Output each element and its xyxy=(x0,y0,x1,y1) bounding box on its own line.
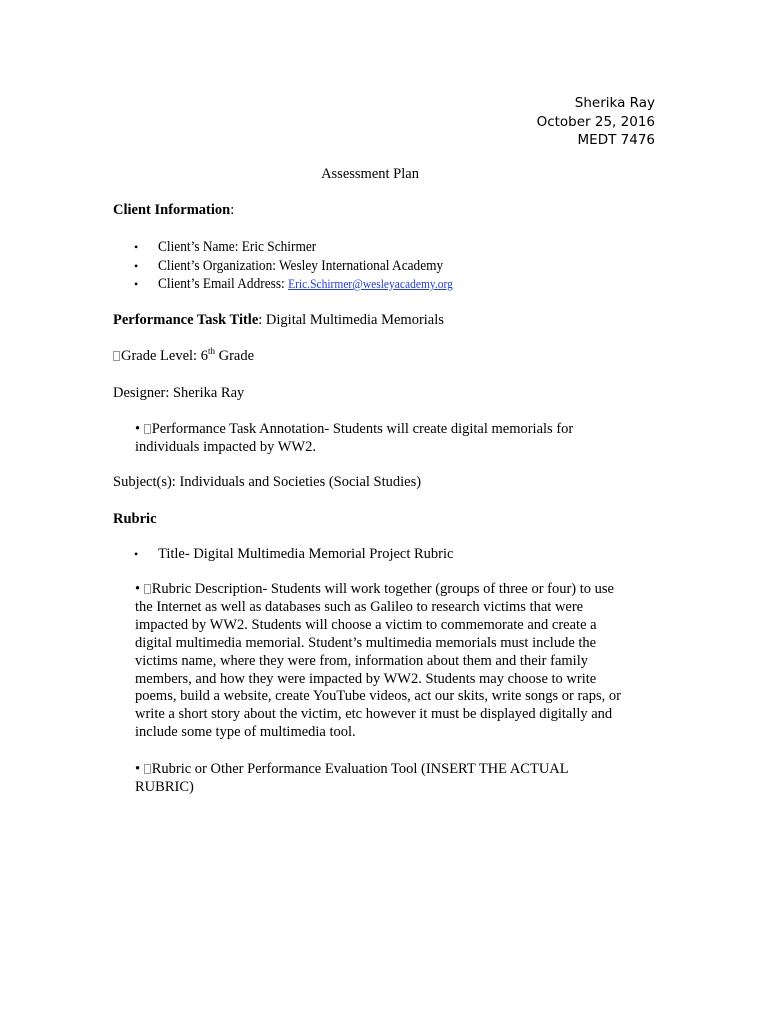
performance-task-title-value: : Digital Multimedia Memorials xyxy=(258,312,444,328)
author-name: Sherika Ray xyxy=(574,95,655,111)
client-email-label: Client’s Email Address: xyxy=(158,276,289,292)
rubric-description xyxy=(135,581,621,742)
bullet-icon: • xyxy=(134,258,139,273)
checkbox-placeholder-icon xyxy=(144,584,151,594)
document-date: October 25, 2016 xyxy=(536,113,655,130)
list-item xyxy=(134,545,454,564)
task-annotation xyxy=(135,420,615,456)
bullet-icon: • xyxy=(135,761,141,777)
rubric-list xyxy=(134,545,454,564)
evaluation-tool xyxy=(135,760,605,796)
rubric-description-text: Rubric Description- Students will work together (groups of three or four) to use the Internet as well as databases such as Galileo to research victims that were impacted by WW2. Students will choose a victim to commemorate and create a digital multimedia memorial. Student’s multimedia memorials must include the victims name, where they were from, information about them and their family members, and how they were impacted by WW2. Students may choose to write poems, build a website, create YouTube videos, act our skits, write songs or raps, or write a short story about the victim, etc however it must be displayed digitally and include some type of multimedia tool. xyxy=(135,581,621,741)
checkbox-placeholder-icon xyxy=(144,424,151,434)
task-annotation-text: Performance Task Annotation- Students will create digital memorials for individuals impacted by WW2. xyxy=(135,421,574,455)
client-org-label: Client’s Organization: xyxy=(158,257,280,274)
checkbox-placeholder-icon xyxy=(113,351,120,361)
evaluation-tool-text: Rubric or Other Performance Evaluation Tool (INSERT THE ACTUAL RUBRIC) xyxy=(135,761,569,795)
designer-line: Designer: Sherika Ray xyxy=(113,385,245,401)
client-name-line xyxy=(158,238,316,256)
client-email-line xyxy=(158,275,453,293)
rubric-title-item: Title- Digital Multimedia Memorial Project Rubric xyxy=(158,546,454,562)
client-info-list xyxy=(134,238,479,294)
bullet-icon: • xyxy=(134,277,139,291)
list-item xyxy=(134,238,479,257)
performance-task-title-label: Performance Task Title xyxy=(113,312,259,328)
bullet-icon: • xyxy=(135,581,141,597)
rubric-heading: Rubric xyxy=(113,511,157,527)
client-heading-text: Client Information xyxy=(113,202,231,218)
client-name-label: Client’s Name: xyxy=(158,239,242,255)
document-header xyxy=(537,94,655,150)
grade-level-sup: th xyxy=(207,346,215,356)
list-item xyxy=(134,257,479,276)
grade-level-suffix: Grade xyxy=(214,348,255,364)
bullet-icon: • xyxy=(134,240,139,254)
subjects-line: Subject(s): Individuals and Societies (Social Studies) xyxy=(113,474,422,490)
list-item xyxy=(134,275,479,294)
page-title: Assessment Plan xyxy=(321,166,419,182)
bullet-icon: • xyxy=(135,421,141,437)
grade-level xyxy=(113,347,254,365)
client-org-value: Wesley International Academy xyxy=(279,257,444,274)
checkbox-placeholder-icon xyxy=(144,764,151,774)
client-heading: Client Information: xyxy=(113,202,235,218)
client-name-value: Eric Schirmer xyxy=(241,239,317,255)
grade-level-prefix: Grade Level: 6 xyxy=(121,348,208,364)
course-code: MEDT 7476 xyxy=(577,132,655,148)
performance-task-title xyxy=(113,311,444,329)
bullet-icon: • xyxy=(134,547,139,561)
client-org-line xyxy=(158,257,443,275)
client-email-link[interactable]: Eric.Schirmer@wesleyacademy.org xyxy=(288,277,453,291)
